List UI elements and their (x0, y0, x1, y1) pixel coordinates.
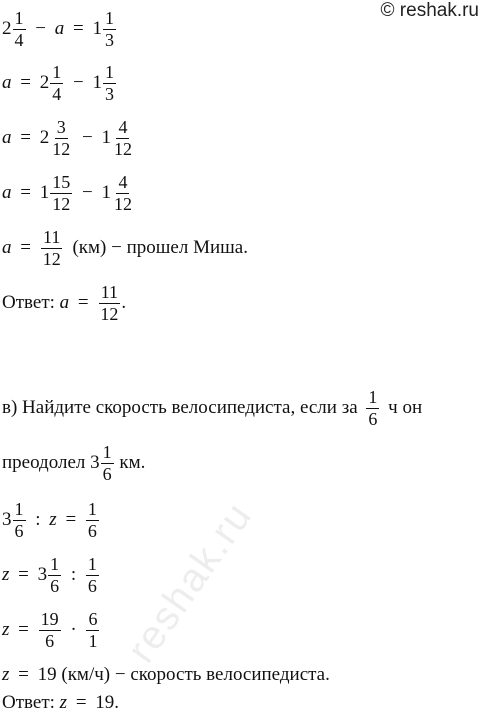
numerator: 11 (43, 227, 61, 247)
fraction (86, 610, 99, 651)
operator: − (35, 17, 46, 39)
operator: = (65, 508, 77, 530)
task-text: в) Найдите скорость велосипедиста, если за (2, 396, 358, 418)
watermark: reshak.ru (118, 493, 261, 671)
operator: − (81, 126, 93, 148)
fraction (13, 9, 26, 50)
fraction (50, 118, 72, 159)
operator: · (70, 618, 77, 640)
denominator: 6 (50, 575, 60, 596)
variable: z (49, 508, 57, 530)
numerator: 1 (87, 499, 97, 519)
variable: a (59, 291, 70, 313)
denominator: 6 (45, 630, 55, 651)
fraction (103, 9, 116, 50)
operator: : (35, 508, 41, 530)
comment-text: − скорость велосипедиста. (114, 664, 330, 685)
task-v-line-2 (2, 443, 145, 484)
equation-line-1 (2, 9, 117, 50)
whole: 1 (92, 17, 102, 39)
equation-z-4 (2, 665, 330, 684)
numerator: 1 (102, 442, 112, 462)
equation-line-2 (2, 63, 117, 104)
whole: 1 (39, 181, 50, 203)
numerator: 1 (87, 554, 97, 574)
fraction (39, 610, 61, 651)
fraction (98, 283, 120, 324)
equation-line-4 (2, 173, 135, 214)
equation-line-5 (2, 228, 248, 269)
variable: a (2, 181, 12, 203)
numerator: 19 (40, 609, 59, 629)
operator: − (72, 71, 84, 93)
fraction (112, 173, 134, 214)
equation-line-3 (2, 118, 135, 159)
denominator: 6 (87, 520, 97, 541)
fraction (103, 63, 116, 104)
variable: a (54, 17, 65, 39)
variable: a (2, 126, 12, 148)
whole: 2 (2, 17, 12, 39)
numerator: 4 (118, 172, 128, 192)
numerator: 1 (14, 499, 24, 519)
operator: = (18, 563, 29, 585)
denominator: 12 (52, 193, 71, 214)
denominator: 12 (42, 248, 61, 269)
variable: a (2, 236, 12, 258)
numerator: 15 (52, 172, 71, 192)
operator: = (72, 17, 84, 39)
whole: 3 (37, 563, 48, 585)
fraction (101, 443, 114, 484)
operator: : (70, 563, 77, 585)
fraction (50, 173, 72, 214)
answer-line-a (2, 283, 126, 324)
whole: 2 (39, 126, 50, 148)
numerator: 6 (88, 609, 98, 629)
operator: = (18, 664, 29, 685)
variable: z (59, 692, 68, 713)
denominator: 4 (14, 29, 24, 50)
operator: = (20, 71, 31, 93)
operator: − (81, 181, 93, 203)
numerator: 3 (56, 117, 66, 137)
answer-label: Ответ: (2, 291, 55, 313)
denominator: 6 (87, 575, 97, 596)
equation-z-1 (2, 500, 100, 541)
fraction (48, 555, 61, 596)
unit-text: (км) (72, 236, 107, 258)
whole: 3 (2, 508, 12, 530)
numerator: 1 (52, 62, 62, 82)
fraction (112, 118, 134, 159)
fraction (13, 500, 26, 541)
comment-text: − прошел Миша. (111, 236, 248, 258)
denominator: 3 (104, 29, 114, 50)
denominator: 3 (104, 83, 114, 104)
numerator: 1 (14, 8, 24, 28)
denominator: 6 (14, 520, 24, 541)
whole: 1 (101, 126, 111, 148)
value: 19 (95, 692, 115, 713)
equation-z-3 (2, 610, 100, 651)
whole: 1 (92, 71, 102, 93)
denominator: 12 (52, 138, 71, 159)
denominator: 6 (102, 463, 112, 484)
operator: = (77, 291, 89, 313)
fraction (86, 500, 99, 541)
fraction (50, 63, 63, 104)
operator: = (75, 692, 87, 713)
variable: z (2, 563, 10, 585)
fraction (86, 555, 99, 596)
denominator: 12 (113, 193, 132, 214)
denominator: 12 (113, 138, 132, 159)
answer-line-z (2, 693, 119, 712)
numerator: 4 (118, 117, 128, 137)
variable: z (2, 618, 10, 640)
denominator: 4 (52, 83, 62, 104)
operator: = (20, 236, 31, 258)
fraction (41, 228, 63, 269)
whole: 3 (90, 451, 100, 473)
variable: z (2, 664, 10, 685)
denominator: 6 (368, 408, 378, 429)
numerator: 1 (368, 387, 378, 407)
site-label: © reshak.ru (380, 0, 479, 21)
operator: = (18, 618, 29, 640)
unit-text: км. (119, 451, 146, 473)
numerator: 1 (104, 62, 114, 82)
answer-label: Ответ: (2, 692, 55, 713)
fraction (366, 388, 379, 429)
whole: 1 (101, 181, 111, 203)
task-v-line-1 (2, 388, 422, 429)
operator: = (20, 181, 31, 203)
period: . (121, 291, 127, 313)
operator: = (20, 126, 31, 148)
numerator: 11 (100, 282, 119, 302)
denominator: 12 (100, 303, 119, 324)
whole: 2 (39, 71, 50, 93)
task-text: преодолел (2, 451, 86, 473)
value: 19 (37, 664, 57, 685)
period: . (114, 692, 120, 713)
numerator: 1 (104, 8, 114, 28)
denominator: 1 (88, 630, 98, 651)
task-text-suffix: ч он (388, 396, 423, 418)
unit-text: (км/ч) (61, 664, 111, 685)
variable: a (2, 71, 12, 93)
equation-z-2 (2, 555, 100, 596)
numerator: 1 (50, 554, 60, 574)
